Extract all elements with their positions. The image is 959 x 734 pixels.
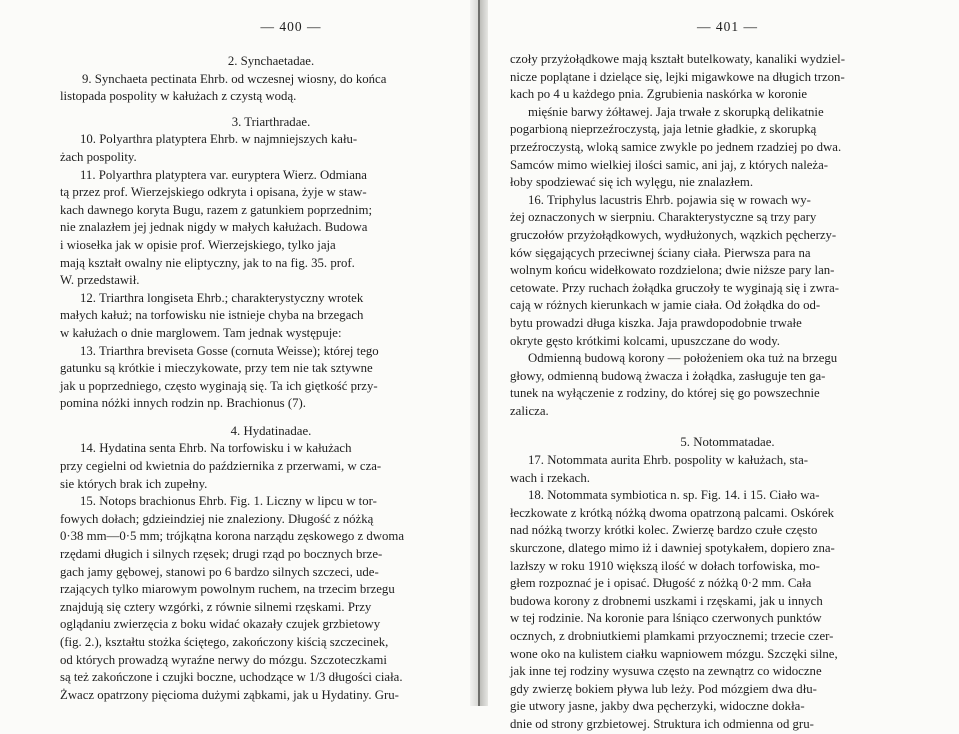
text-line: gatunku są krótkie i mieczykowate, przy tem nie tak sztywne — [60, 361, 373, 376]
text-line: dnie od strony grzbietowej. Struktura ich odmienna od gru- — [510, 716, 814, 731]
text-line — [510, 420, 945, 434]
text-line: tą przez prof. Wierzejskiego odkryta i opisana, żyje w staw- — [60, 185, 367, 200]
text-line: mają kształt owalny nie eliptyczny, jak to na fig. 35. prof. — [60, 255, 355, 270]
text-line: gruczołów przyżołądkowych, wydłużonych, wązkich pęcherzy- — [510, 227, 837, 242]
text-line: 13. Triarthra breviseta Gosse (cornuta Weisse); której tego — [80, 343, 379, 358]
text-line: Żwacz opatrzony pięcioma dużymi ząbkami, jak u Hydatiny. Gru- — [60, 687, 399, 702]
text-line: znajdują się cztery wzgórki, z równie silnemi rzęskami. Przy — [60, 599, 372, 614]
text-line: 10. Polyarthra platyptera Ehrb. w najmniejszych kału- — [80, 132, 358, 147]
text-line: 3. Triarthradae. — [231, 114, 311, 129]
text-line: głowy, odmienną budową żwacza i żołądka, zasługuje ten ga- — [510, 368, 826, 383]
text-line: Odmienną budową korony — położeniem oka tuż na brzegu — [528, 351, 838, 366]
text-line: pomina nóżki innych rodzin np. Brachionus (7). — [60, 396, 306, 411]
text-line: 18. Notommata symbiotica n. sp. Fig. 14. i 15. Ciało wa- — [528, 488, 820, 503]
text-line: cają w różnych kierunkach w jamie ciała. Od żołądka do od- — [510, 298, 821, 313]
text-line: Samców mimo wielkiej ilości samic, ani jaj, z których należa- — [510, 157, 829, 172]
text-line: wach i rzekach. — [510, 470, 590, 485]
page-number: — 400 — — [260, 19, 322, 34]
text-line: 12. Triarthra longiseta Ehrb.; charakterystyczny wrotek — [80, 290, 364, 305]
text-line: małych kałuż; na torfowisku nie istnieje chyba na brzegach — [60, 308, 364, 323]
text-line: W. przedstawił. — [60, 273, 140, 288]
text-line: nicze poplątane i dzielące się, lejki migawkowe na długich trzon- — [510, 69, 845, 84]
text-line: cetowate. Przy ruchach żołądka gruczoły te wyginają się i zwra- — [510, 280, 840, 295]
text-line: w tej rodzinie. Na koronie para lśniąco czerwonych punktów — [510, 611, 822, 626]
text-line: jak u poprzedniego, często wyginają się. Ta ich giętkość przy- — [60, 378, 378, 393]
text-line: 14. Hydatina senta Ehrb. Na torfowisku i w kałużach — [80, 441, 352, 456]
text-line: (fig. 2.), kształtu stożka ściętego, zakończony kiścią szczecinek, — [60, 635, 389, 649]
text-line: wolnym końcu widełkowato rozdzielona; dwie niższe pary lan- — [510, 263, 835, 278]
text-line — [80, 413, 462, 423]
text-line: nie znalazłem jej jednak nigdy w małych kałużach. Budowa — [60, 220, 368, 235]
binding-line — [478, 0, 480, 706]
left-page-text — [60, 53, 462, 704]
right-page — [488, 0, 959, 731]
text-line: głem rozpoznać je i opisać. Długość z nóżką 0·2 mm. Cała — [510, 576, 812, 591]
text-line: listopada pospolity w kałużach z czystą wodą. — [60, 89, 297, 104]
text-line: nad nóżką tworzy krótki kolec. Zwierzę bardzo czułe często — [510, 523, 818, 538]
text-line: 11. Polyarthra platyptera var. euryptera Wierz. Odmiana — [80, 167, 367, 182]
text-line: oglądaniu zwierzęcia z boku widać okazały czujek grzbietowy — [60, 617, 381, 632]
text-line: sie których brak ich zupełny. — [60, 476, 208, 491]
text-line: rzających tylko miarowym powolnym ruchem, na trzecim brzegu — [60, 582, 395, 597]
text-line: tunek na wyłączenie z rodziny, do której się go powszechnie — [510, 386, 820, 401]
text-line: 2. Synchaetadae. — [227, 54, 315, 68]
text-line: mięśnie barwy żółtawej. Jaja trwałe z skorupką delikatnie — [528, 104, 824, 119]
text-line: ocznych, z drobniutkiemi plamkami przyocznemi; trzecie czer- — [510, 629, 834, 643]
text-line: kach po 4 u każdego pnia. Zgrubienia naskórka w koronie — [510, 87, 808, 102]
text-line: kach dawnego koryta Bugu, razem z gatunkiem poprzednim; — [60, 202, 372, 217]
text-line: czoły przyżołądkowe mają kształt butelkowaty, kanaliki wydziel- — [510, 52, 845, 66]
text-line: są też zakończone i czujki boczne, uchodzące w 1/3 długości ciała. — [60, 670, 403, 685]
text-line: żach pospolity. — [60, 149, 137, 164]
text-line: zalicza. — [510, 403, 549, 418]
text-line: łeczkowate z krótką nóżką dwoma opatrzoną palcami. Oskórek — [510, 505, 835, 520]
text-line: od których prowadzą wyraźne nerwy do mózgu. Szczoteczkami — [60, 652, 387, 667]
text-line: i wiosełka jak w opisie prof. Wierzejskiego, tylko jaja — [60, 237, 336, 252]
text-line: gie utwory jasne, jakby dwa pęcherzyki, widoczne dokła- — [510, 699, 805, 714]
text-line: w kałużach o dnie marglowem. Tam jednak występuje: — [60, 325, 342, 340]
text-line: pogarbioną nieprzeźroczystą, jaja letnie gładkie, z skorupką — [510, 122, 817, 137]
text-line: 9. Synchaeta pectinata Ehrb. od wczesnej wiosny, do końca — [82, 71, 387, 86]
text-line: gdy zwierzę bokiem pływa lub leży. Pod mózgiem dwa dłu- — [510, 681, 817, 696]
text-line: budowa korony z drobnemi uszkami i rzęskami, jak u innych — [510, 593, 823, 608]
text-line: fowych dołach; gdzieindziej nie znaleziony. Długość z nóżką — [60, 511, 374, 526]
text-line: gach jamy gębowej, stanowi po 6 bardzo silnych szczeci, ude- — [60, 564, 379, 579]
text-line: 0·38 mm—0·5 mm; trójkątna korona narządu zęskowego z dwoma — [60, 529, 404, 544]
text-line: żej oznaczonych w sierpniu. Charakterystyczne są trzy pary — [510, 210, 817, 225]
text-line: 15. Notops brachionus Ehrb. Fig. 1. Liczny w lipcu w tor- — [80, 494, 377, 509]
text-line: 4. Hydatinadae. — [230, 423, 312, 438]
text-line: przeźroczystą, wloką samice zwykle po jednem rzadziej po dwa. — [510, 139, 842, 154]
page-number: — 401 — — [697, 19, 758, 34]
text-line: 17. Notommata aurita Ehrb. pospolity w kałużach, sta- — [528, 453, 809, 468]
text-line: 5. Notommatadae. — [680, 435, 775, 450]
text-line: ków sięgających przeciwnej ściany ciała. Pierwsza para na — [510, 245, 811, 260]
text-line: 16. Triphylus lacustris Ehrb. pojawia się w rowach wy- — [528, 192, 811, 207]
text-line: przy cegielni od kwietnia do października z przerwami, w cza- — [60, 459, 382, 474]
text-line: skurczone, dlatego mimo iż i dawniej spotykałem, dopiero zna- — [510, 541, 835, 556]
left-page — [0, 0, 470, 706]
text-line — [80, 106, 462, 114]
text-line: rzędami długich i silnych rzęsek; drugi rząd po bocznych brze- — [60, 547, 383, 562]
text-line: łoby spodziewać się ich wylęgu, nie znalazłem. — [510, 175, 754, 190]
text-line: jak inne tej rodziny wysuwa często na zewnątrz co widoczne — [510, 664, 822, 679]
text-line: okryte gęsto krótkimi kolcami, upuszczane do wody. — [510, 333, 780, 348]
text-line: bytu prowadzi długa kiszka. Jaja prawdopodobnie trwałe — [510, 315, 802, 330]
text-line: lazłszy w roku 1910 większą ilość w dołach torfowiska, mo- — [510, 558, 820, 573]
right-page-text — [510, 51, 945, 734]
text-line: wone oko na kulistem ciałku wapniowem mózgu. Szczęki silne, — [510, 646, 838, 661]
